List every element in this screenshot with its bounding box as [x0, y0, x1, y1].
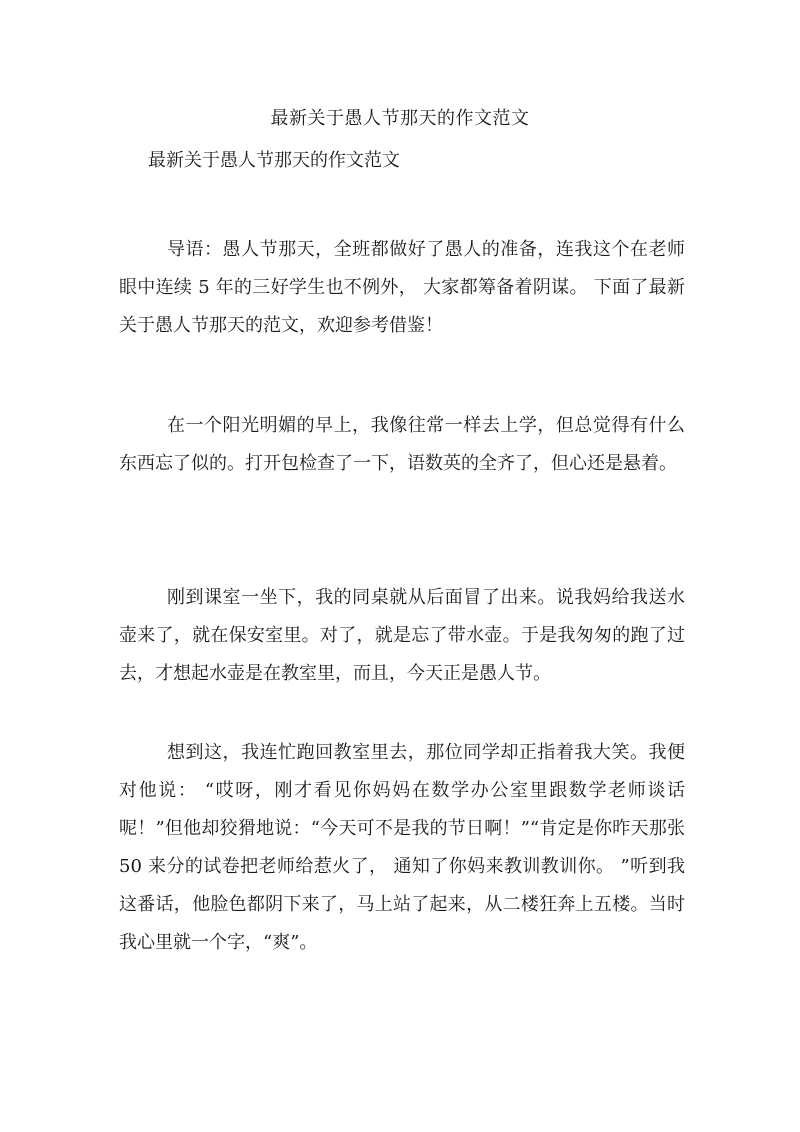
- paragraph-prank: 想到这，我连忙跑回教室里去，那位同学却正指着我大笑。我便对他说： “哎呀，刚才看见你妈妈在数学办公室里跟数学老师谈话呢！”但他却狡猾地说：“今天可不是我的节日啊！”“肯定是你昨天那张 50 来分的试卷把老师给惹火了， 通知了你妈来教训教训你。 ”听到我这番话，他脸色都阴下来了，马上站了起来，从二楼狂奔上五楼。当时我心里就一个字，“爽”。: [119, 742, 685, 953]
- document-subtitle: 最新关于愚人节那天的作文范文: [148, 150, 400, 171]
- paragraph-intro: 导语：愚人节那天，全班都做好了愚人的准备，连我这个在老师眼中连续 5 年的三好学生也不例外， 大家都筹备着阴谋。 下面了最新关于愚人节那天的范文，欢迎参考借鉴！: [119, 239, 685, 336]
- document-title: 最新关于愚人节那天的作文范文: [270, 108, 530, 129]
- paragraph-morning: 在一个阳光明媚的早上，我像往常一样去上学，但总觉得有什么东西忘了似的。打开包检查了一下，语数英的全齐了，但心还是悬着。: [119, 415, 685, 474]
- paragraph-classroom: 刚到课室一坐下，我的同桌就从后面冒了出来。说我妈给我送水壶来了，就在保安室里。对了，就是忘了带水壶。于是我匆匆的跑了过去，才想起水壶是在教室里，而且，今天正是愚人节。: [119, 587, 685, 684]
